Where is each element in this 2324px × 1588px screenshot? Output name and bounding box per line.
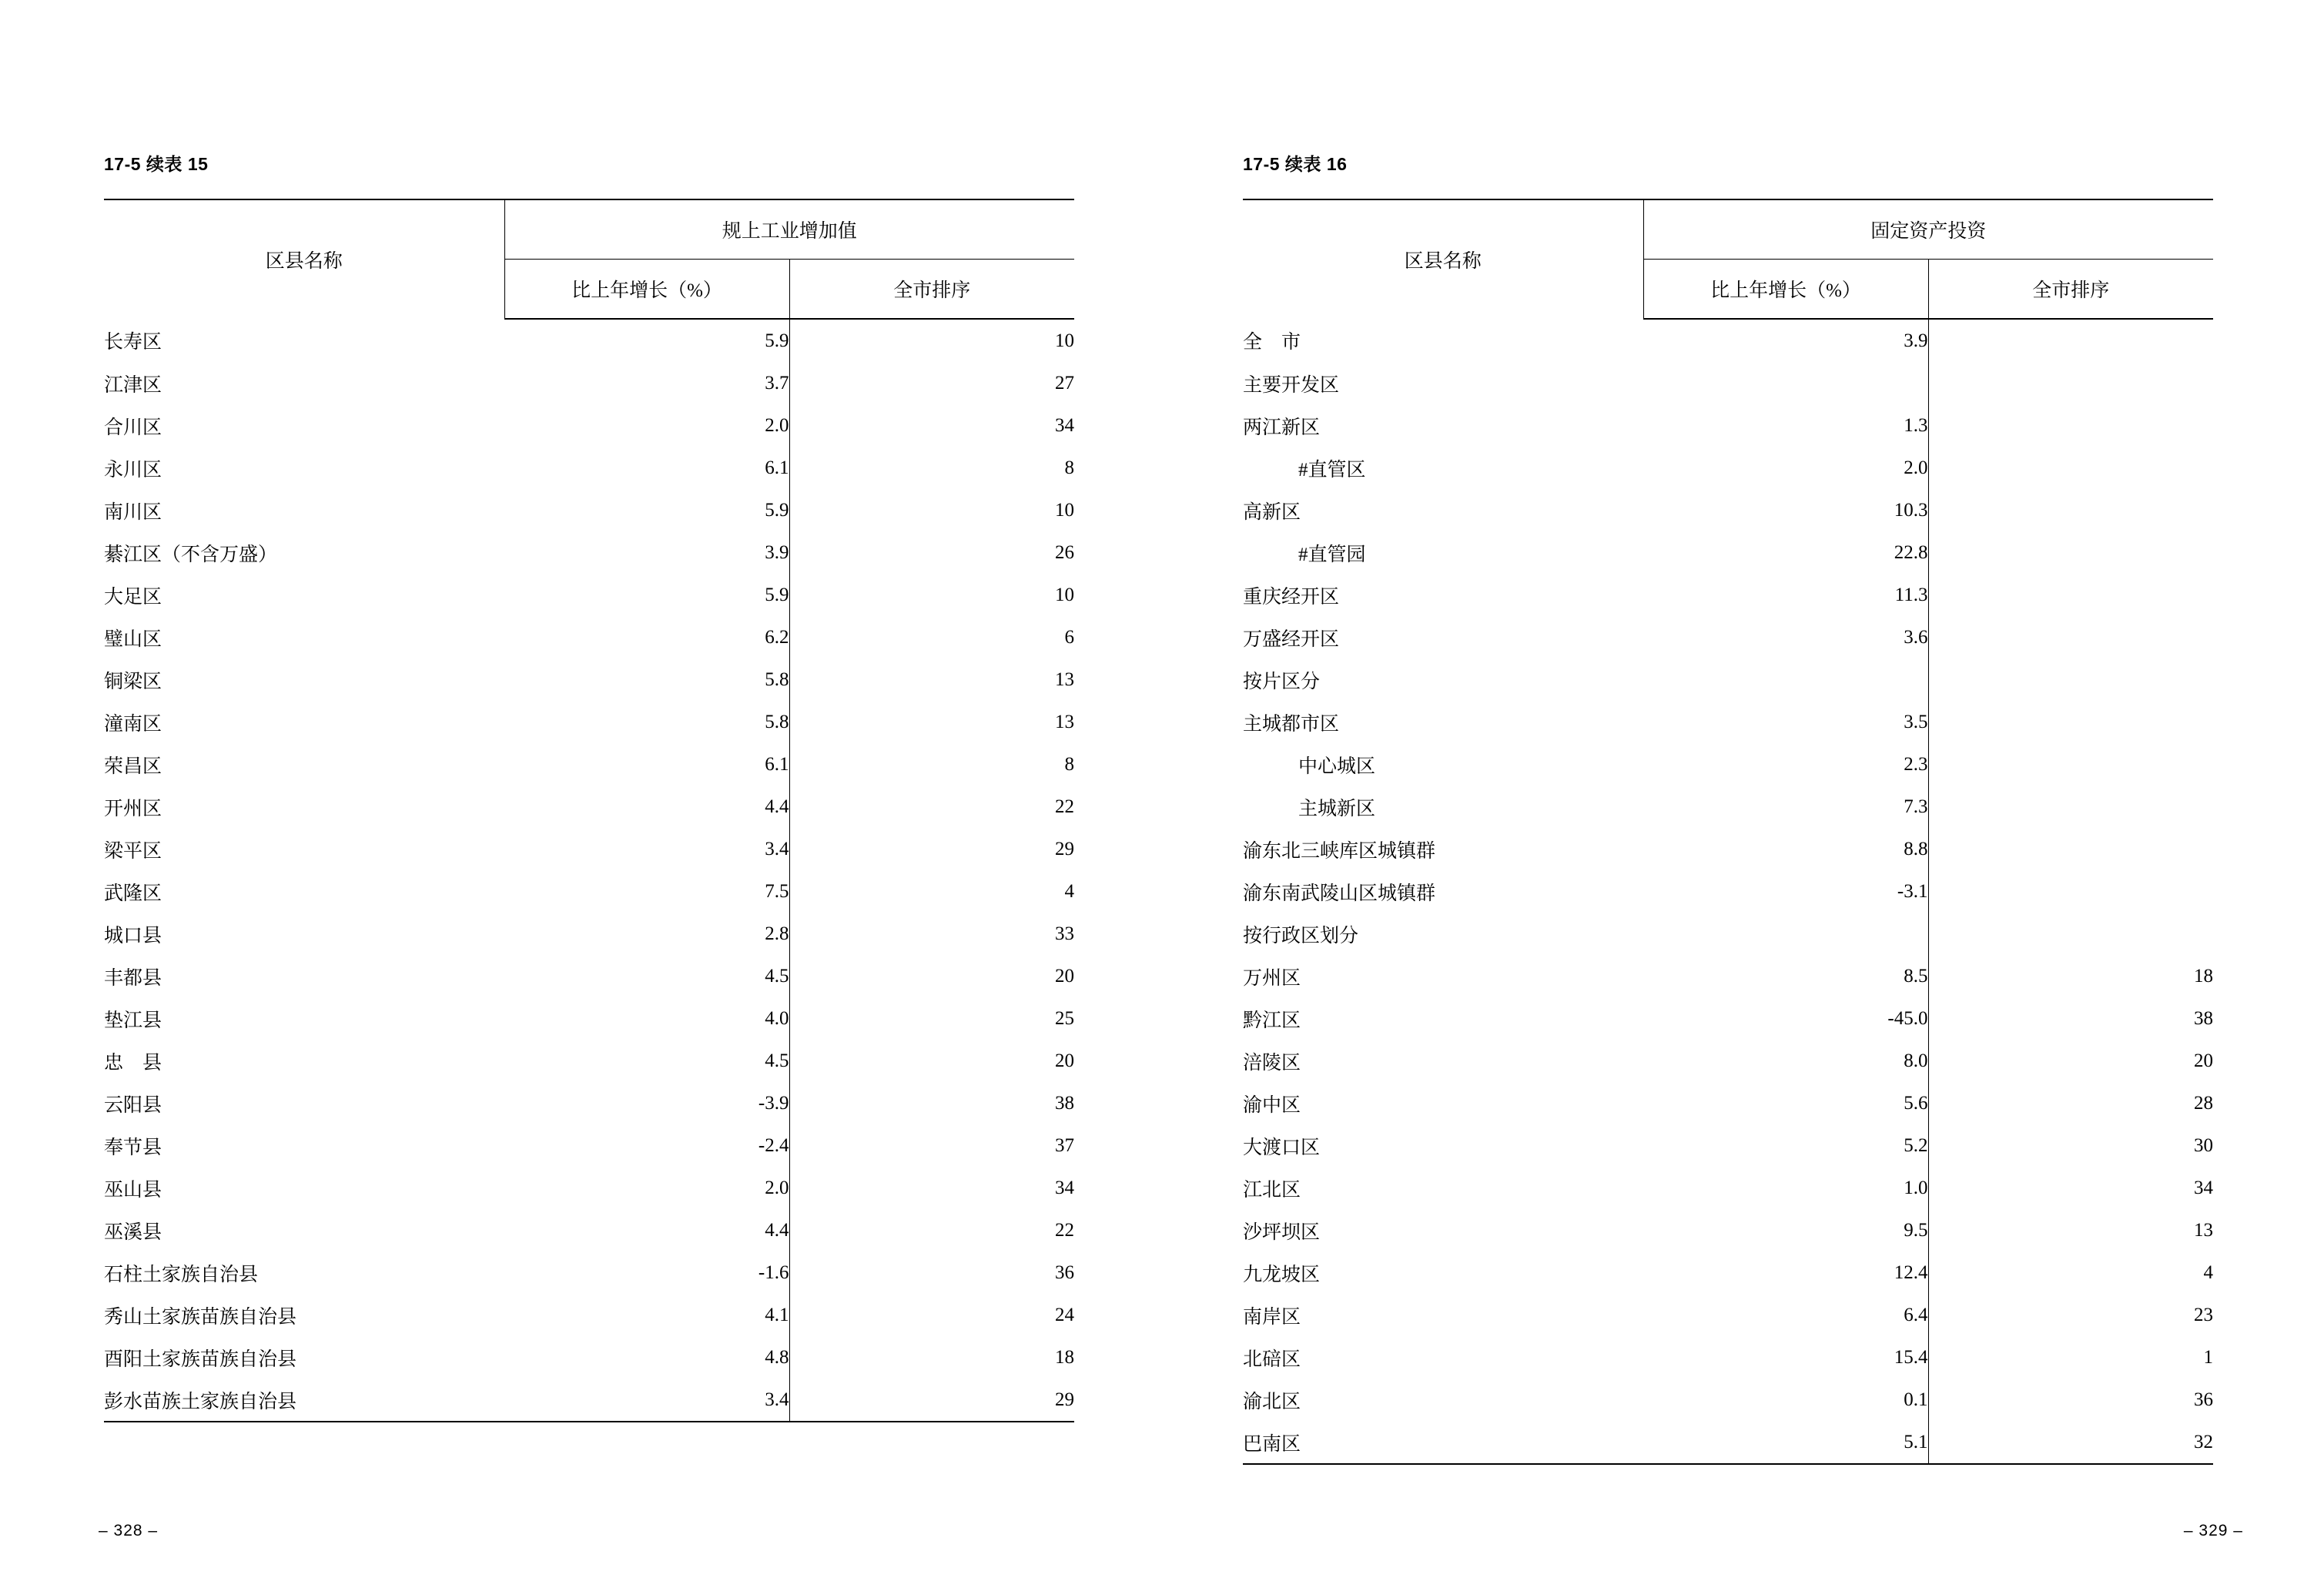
row-region-name: 巫溪县 xyxy=(104,1221,162,1243)
row-region-name: 北碚区 xyxy=(1243,1348,1301,1370)
row-growth-value: 4.5 xyxy=(504,1040,789,1082)
row-rank-value: 30 xyxy=(2194,1134,2214,1156)
table-row xyxy=(104,574,1074,616)
row-rank-value: 20 xyxy=(1055,1050,1075,1071)
table-row xyxy=(104,658,1074,701)
row-growth-value: 5.8 xyxy=(504,701,789,743)
row-growth-value: 3.7 xyxy=(504,362,789,404)
row-rank-value: 18 xyxy=(1055,1346,1075,1368)
table-row xyxy=(104,404,1074,447)
row-rank-value: 8 xyxy=(1064,457,1075,478)
table-row xyxy=(104,447,1074,489)
row-rank-value xyxy=(1928,404,2213,447)
table-row xyxy=(1243,574,2213,616)
row-growth-value: 2.0 xyxy=(504,404,789,447)
table-row xyxy=(104,1167,1074,1209)
row-growth-value: 5.9 xyxy=(504,574,789,616)
row-region-name: 秀山土家族苗族自治县 xyxy=(104,1306,297,1328)
table-row xyxy=(104,955,1074,997)
header-group-left: 规上工业增加值 xyxy=(504,199,1074,260)
table-row xyxy=(1243,786,2213,828)
row-region-name: 璧山区 xyxy=(104,628,162,650)
row-region-name: 按片区分 xyxy=(1243,671,1321,692)
row-region-name: 全 市 xyxy=(1243,332,1301,353)
row-rank-value xyxy=(1928,828,2213,870)
table-row xyxy=(104,531,1074,574)
table-caption-left: 17-5 续表 15 xyxy=(104,154,209,174)
row-growth-value: 3.5 xyxy=(1643,701,1928,743)
row-rank-value: 33 xyxy=(1055,923,1075,944)
row-region-name: 渝中区 xyxy=(1243,1094,1301,1116)
table-row xyxy=(104,997,1074,1040)
row-region-name: 两江新区 xyxy=(1243,417,1321,438)
row-growth-value: 6.4 xyxy=(1643,1294,1928,1336)
row-rank-value: 26 xyxy=(1055,541,1075,563)
table-row xyxy=(104,1040,1074,1082)
row-region-name: 大渡口区 xyxy=(1243,1137,1321,1158)
row-rank-value: 13 xyxy=(2194,1219,2214,1241)
row-rank-value: 28 xyxy=(2194,1092,2214,1114)
row-growth-value: 5.6 xyxy=(1643,1082,1928,1124)
row-region-name: 铜梁区 xyxy=(104,671,162,692)
row-region-name: 武隆区 xyxy=(104,883,162,904)
row-rank-value xyxy=(1928,362,2213,404)
table-header-row-top-left xyxy=(104,199,1074,260)
table-header-right xyxy=(1243,199,2213,319)
row-rank-value: 27 xyxy=(1055,372,1075,394)
row-rank-value xyxy=(1928,786,2213,828)
row-region-name: 梁平区 xyxy=(104,840,162,862)
row-region-name: 主城都市区 xyxy=(1243,713,1340,735)
row-growth-value: 6.1 xyxy=(504,743,789,786)
table-row xyxy=(104,913,1074,955)
table-row xyxy=(104,1336,1074,1379)
page-right xyxy=(1162,0,2324,1588)
row-growth-value: 2.0 xyxy=(504,1167,789,1209)
row-region-name: 忠 县 xyxy=(104,1052,162,1074)
table-row xyxy=(1243,870,2213,913)
row-growth-value: 4.4 xyxy=(504,786,789,828)
table-header-row-top-right xyxy=(1243,199,2213,260)
row-region-name: 渝东南武陵山区城镇群 xyxy=(1243,883,1436,904)
table-row xyxy=(1243,828,2213,870)
table-row xyxy=(1243,362,2213,404)
table-row xyxy=(1243,1421,2213,1464)
row-region-name: 石柱土家族自治县 xyxy=(104,1264,259,1285)
header-name-col-right: 区县名称 xyxy=(1243,199,1643,319)
row-rank-value: 10 xyxy=(1055,584,1075,605)
row-rank-value: 29 xyxy=(1055,838,1075,859)
row-growth-value: 8.0 xyxy=(1643,1040,1928,1082)
header-group-right: 固定资产投资 xyxy=(1643,199,2213,260)
row-rank-value: 36 xyxy=(1055,1261,1075,1283)
row-growth-value: 12.4 xyxy=(1643,1251,1928,1294)
row-region-name: #直管区 xyxy=(1298,459,1366,481)
row-rank-value: 34 xyxy=(2194,1177,2214,1198)
row-region-name: 长寿区 xyxy=(104,332,162,353)
table-row xyxy=(1243,997,2213,1040)
header-rank-right: 全市排序 xyxy=(1928,260,2213,320)
row-growth-value: 1.0 xyxy=(1643,1167,1928,1209)
row-region-name: 沙坪坝区 xyxy=(1243,1221,1321,1243)
row-rank-value: 38 xyxy=(2194,1007,2214,1029)
row-rank-value xyxy=(1928,743,2213,786)
row-rank-value: 1 xyxy=(2203,1346,2214,1368)
row-growth-value: 0.1 xyxy=(1643,1379,1928,1421)
row-region-name: 大足区 xyxy=(104,586,162,608)
row-rank-value: 6 xyxy=(1064,626,1075,648)
table-row xyxy=(1243,743,2213,786)
table-row xyxy=(1243,1379,2213,1421)
row-region-name: 重庆经开区 xyxy=(1243,586,1340,608)
row-growth-value: -2.4 xyxy=(504,1124,789,1167)
row-region-name: 彭水苗族土家族自治县 xyxy=(104,1379,504,1422)
table-row xyxy=(1243,1040,2213,1082)
row-growth-value: 6.1 xyxy=(504,447,789,489)
table-row xyxy=(1243,447,2213,489)
statistics-table-left xyxy=(104,199,1074,1422)
header-name-col-left: 区县名称 xyxy=(104,199,504,319)
table-row xyxy=(104,1124,1074,1167)
row-rank-value: 20 xyxy=(2194,1050,2214,1071)
row-growth-value: 8.5 xyxy=(1643,955,1928,997)
row-rank-value: 23 xyxy=(2194,1304,2214,1325)
table-row xyxy=(104,1379,1074,1422)
page-number-left: – 328 – xyxy=(99,1522,159,1539)
row-region-name: 巫山县 xyxy=(104,1179,162,1201)
statistics-table-right xyxy=(1243,199,2213,1465)
row-region-name: 南川区 xyxy=(104,501,162,523)
row-rank-value: 10 xyxy=(1055,330,1075,351)
row-region-name: 荣昌区 xyxy=(104,755,162,777)
row-growth-value xyxy=(1643,658,1928,701)
row-region-name: 巴南区 xyxy=(1243,1421,1643,1464)
table-row xyxy=(1243,1251,2213,1294)
row-rank-value xyxy=(1928,913,2213,955)
table-body-left xyxy=(104,319,1074,1422)
row-rank-value: 4 xyxy=(2203,1261,2214,1283)
page-number-right: – 329 – xyxy=(2183,1522,2243,1539)
row-growth-value: 5.2 xyxy=(1643,1124,1928,1167)
row-rank-value: 24 xyxy=(1055,1304,1075,1325)
row-rank-value xyxy=(1928,447,2213,489)
table-row xyxy=(104,1209,1074,1251)
row-growth-value: -1.6 xyxy=(504,1251,789,1294)
row-growth-value: 5.9 xyxy=(504,489,789,531)
table-row xyxy=(1243,955,2213,997)
row-growth-value: 6.2 xyxy=(504,616,789,658)
row-rank-value: 8 xyxy=(1064,753,1075,775)
row-region-name: 奉节县 xyxy=(104,1137,162,1158)
row-rank-value: 37 xyxy=(1055,1134,1075,1156)
row-growth-value: 1.3 xyxy=(1643,404,1928,447)
row-region-name: 云阳县 xyxy=(104,1094,162,1116)
row-rank-value: 20 xyxy=(1055,965,1075,987)
row-rank-value: 22 xyxy=(1055,1219,1075,1241)
table-row xyxy=(1243,1209,2213,1251)
table-row xyxy=(104,828,1074,870)
row-growth-value: 7.3 xyxy=(1643,786,1928,828)
row-rank-value xyxy=(1928,574,2213,616)
table-row xyxy=(1243,1167,2213,1209)
row-growth-value: -3.9 xyxy=(504,1082,789,1124)
row-growth-value: 4.8 xyxy=(504,1336,789,1379)
row-growth-value: 3.4 xyxy=(504,828,789,870)
header-growth-left: 比上年增长（%） xyxy=(504,260,789,320)
row-region-name: 主城新区 xyxy=(1298,798,1376,819)
table-row xyxy=(104,870,1074,913)
table-row xyxy=(104,1082,1074,1124)
table-row xyxy=(1243,531,2213,574)
row-region-name: 按行政区划分 xyxy=(1243,925,1359,946)
row-growth-value: 2.8 xyxy=(504,913,789,955)
row-region-name: 城口县 xyxy=(104,925,162,946)
table-row xyxy=(1243,701,2213,743)
row-region-name: 丰都县 xyxy=(104,967,162,989)
row-growth-value: 9.5 xyxy=(1643,1209,1928,1251)
row-region-name: 中心城区 xyxy=(1298,755,1376,777)
row-region-name: 黔江区 xyxy=(1243,1010,1301,1031)
table-row xyxy=(104,489,1074,531)
row-rank-value xyxy=(1928,870,2213,913)
header-rank-left: 全市排序 xyxy=(789,260,1074,320)
row-growth-value: 3.6 xyxy=(1643,616,1928,658)
table-row xyxy=(1243,1124,2213,1167)
row-rank-value xyxy=(1928,616,2213,658)
row-region-name: 合川区 xyxy=(104,417,162,438)
row-rank-value xyxy=(1928,658,2213,701)
row-growth-value: -3.1 xyxy=(1643,870,1928,913)
row-rank-value: 36 xyxy=(2194,1389,2214,1410)
row-growth-value: 7.5 xyxy=(504,870,789,913)
row-growth-value: 5.9 xyxy=(504,319,789,362)
table-row xyxy=(1243,658,2213,701)
table-row xyxy=(1243,404,2213,447)
row-rank-value: 29 xyxy=(789,1379,1074,1422)
row-region-name: 九龙坡区 xyxy=(1243,1264,1321,1285)
table-row xyxy=(1243,1082,2213,1124)
row-growth-value: 3.9 xyxy=(1643,319,1928,362)
row-growth-value: 4.1 xyxy=(504,1294,789,1336)
row-growth-value: 4.5 xyxy=(504,955,789,997)
row-rank-value xyxy=(1928,701,2213,743)
row-region-name: 酉阳土家族苗族自治县 xyxy=(104,1348,297,1370)
row-rank-value: 25 xyxy=(1055,1007,1075,1029)
row-growth-value: -45.0 xyxy=(1643,997,1928,1040)
row-region-name: 万州区 xyxy=(1243,967,1301,989)
row-region-name: 主要开发区 xyxy=(1243,374,1340,396)
row-rank-value: 32 xyxy=(1928,1421,2213,1464)
table-row xyxy=(104,319,1074,362)
row-rank-value xyxy=(1928,489,2213,531)
table-row xyxy=(1243,913,2213,955)
row-rank-value: 13 xyxy=(1055,668,1075,690)
table-caption-right: 17-5 续表 16 xyxy=(1243,154,1348,174)
row-growth-value: 5.1 xyxy=(1643,1421,1928,1464)
table-row xyxy=(104,362,1074,404)
table-row xyxy=(1243,1336,2213,1379)
row-region-name: 涪陵区 xyxy=(1243,1052,1301,1074)
row-rank-value: 10 xyxy=(1055,499,1075,521)
row-rank-value: 22 xyxy=(1055,796,1075,817)
row-region-name: 垫江县 xyxy=(104,1010,162,1031)
table-row xyxy=(1243,319,2213,362)
row-region-name: 渝北区 xyxy=(1243,1391,1301,1412)
row-rank-value xyxy=(1928,319,2213,362)
row-growth-value: 5.8 xyxy=(504,658,789,701)
table-row xyxy=(1243,489,2213,531)
table-row xyxy=(104,616,1074,658)
row-growth-value xyxy=(1643,362,1928,404)
row-growth-value: 22.8 xyxy=(1643,531,1928,574)
table-row xyxy=(104,1251,1074,1294)
row-rank-value xyxy=(1928,531,2213,574)
row-growth-value: 3.4 xyxy=(504,1379,789,1422)
table-row xyxy=(104,1294,1074,1336)
row-growth-value: 15.4 xyxy=(1643,1336,1928,1379)
row-growth-value: 4.4 xyxy=(504,1209,789,1251)
row-rank-value: 4 xyxy=(1064,880,1075,902)
row-growth-value: 2.3 xyxy=(1643,743,1928,786)
row-rank-value: 13 xyxy=(1055,711,1075,732)
row-region-name: 南岸区 xyxy=(1243,1306,1301,1328)
row-growth-value xyxy=(1643,913,1928,955)
row-region-name: 万盛经开区 xyxy=(1243,628,1340,650)
row-growth-value: 8.8 xyxy=(1643,828,1928,870)
row-region-name: 开州区 xyxy=(104,798,162,819)
row-growth-value: 2.0 xyxy=(1643,447,1928,489)
row-rank-value: 18 xyxy=(2194,965,2214,987)
row-region-name: 高新区 xyxy=(1243,501,1301,523)
table-body-right xyxy=(1243,319,2213,1464)
header-growth-right: 比上年增长（%） xyxy=(1643,260,1928,320)
row-rank-value: 34 xyxy=(1055,414,1075,436)
table-row xyxy=(104,743,1074,786)
row-region-name: #直管园 xyxy=(1298,544,1366,565)
table-header-left xyxy=(104,199,1074,319)
row-growth-value: 3.9 xyxy=(504,531,789,574)
row-region-name: 永川区 xyxy=(104,459,162,481)
table-row xyxy=(104,701,1074,743)
table-row xyxy=(104,786,1074,828)
row-region-name: 江津区 xyxy=(104,374,162,396)
row-rank-value: 38 xyxy=(1055,1092,1075,1114)
row-rank-value: 34 xyxy=(1055,1177,1075,1198)
row-region-name: 綦江区（不含万盛） xyxy=(104,544,278,565)
row-growth-value: 11.3 xyxy=(1643,574,1928,616)
row-region-name: 江北区 xyxy=(1243,1179,1301,1201)
row-region-name: 渝东北三峡库区城镇群 xyxy=(1243,840,1436,862)
table-row xyxy=(1243,616,2213,658)
row-region-name: 潼南区 xyxy=(104,713,162,735)
row-growth-value: 4.0 xyxy=(504,997,789,1040)
row-growth-value: 10.3 xyxy=(1643,489,1928,531)
table-row xyxy=(1243,1294,2213,1336)
